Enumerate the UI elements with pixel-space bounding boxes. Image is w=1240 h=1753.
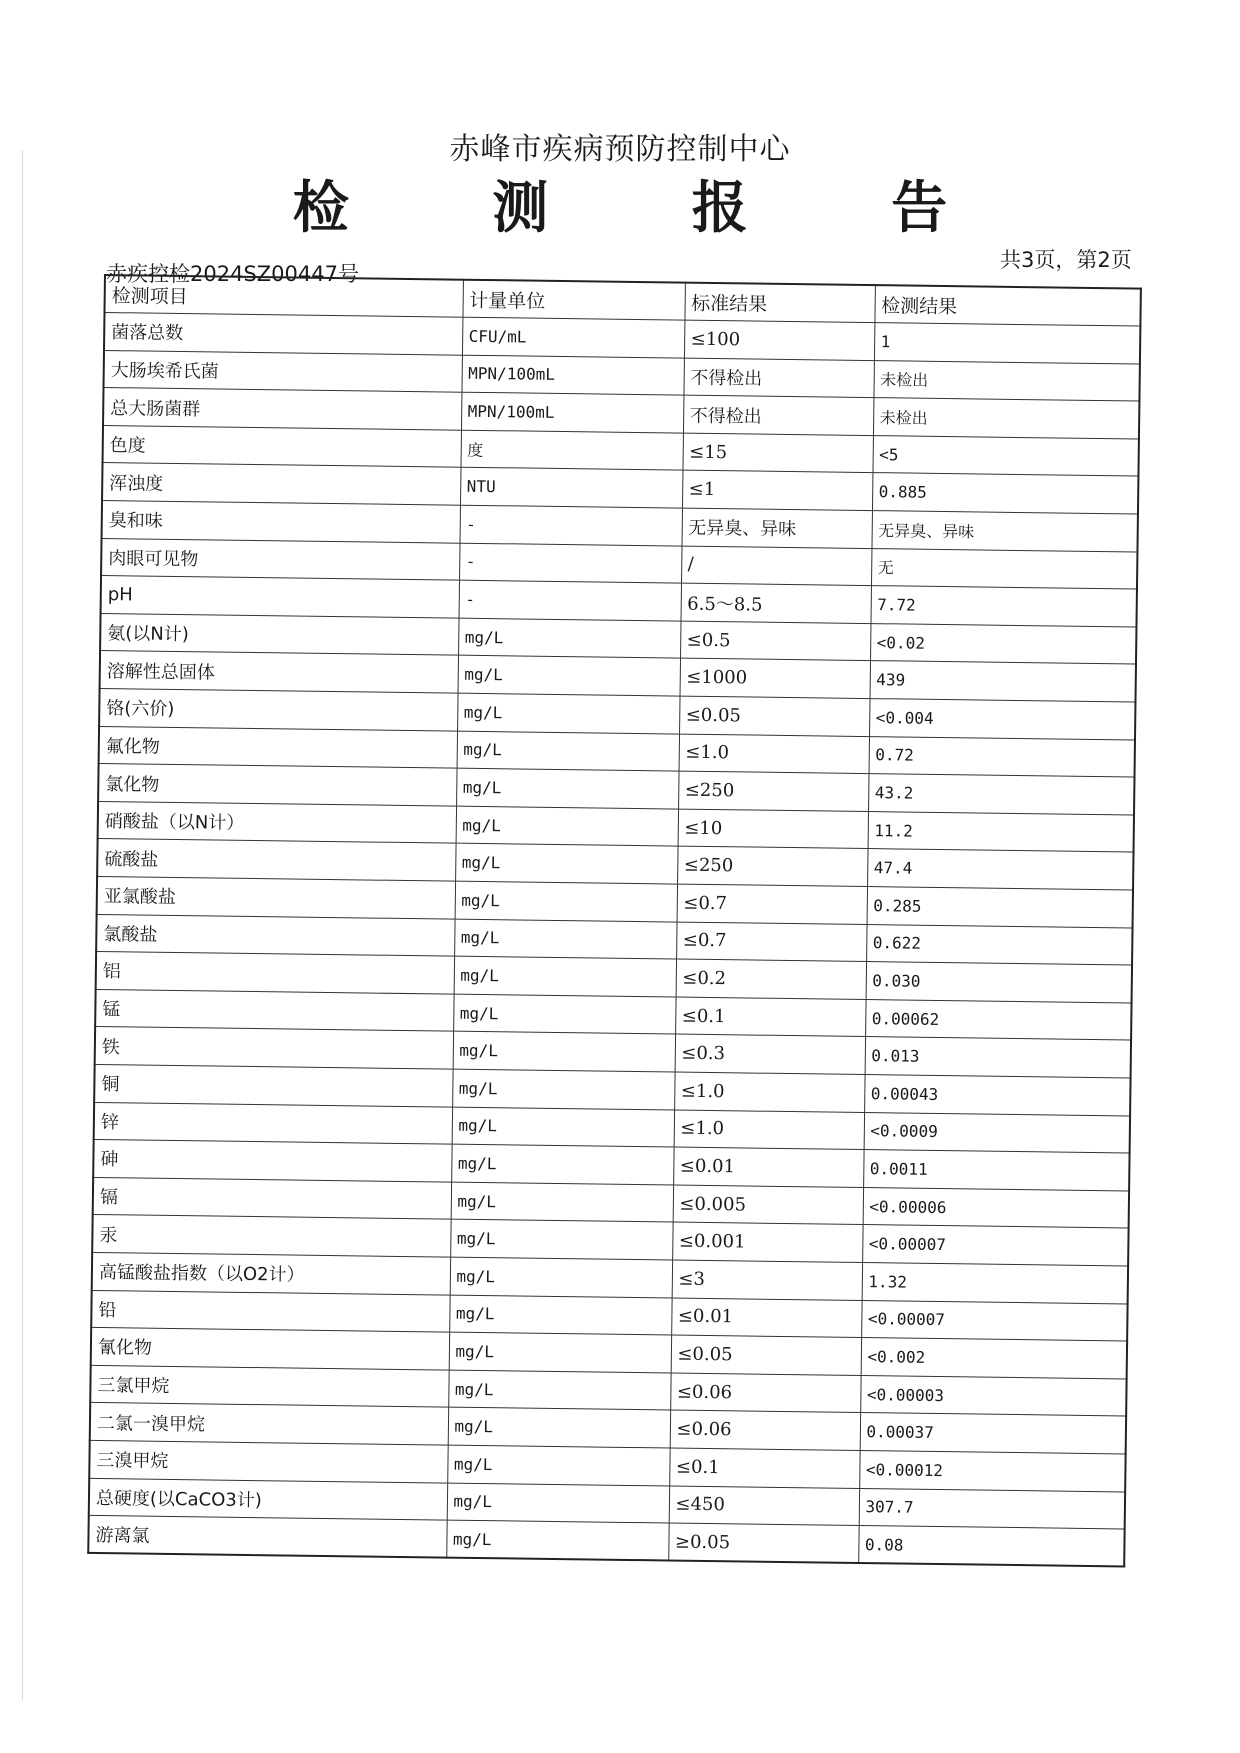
result-cell: 47.4: [867, 849, 1133, 890]
unit-cell: 度: [460, 430, 682, 470]
unit-cell: mg/L: [456, 768, 678, 808]
result-cell: 0.72: [869, 736, 1135, 777]
item-cell: 色度: [103, 425, 461, 467]
result-cell: 无异臭、异味: [871, 511, 1137, 552]
item-cell: 总大肠菌群: [103, 388, 461, 430]
item-cell: 铝: [96, 952, 454, 994]
item-cell: 氨(以N计): [100, 613, 458, 655]
result-cell: <0.00006: [863, 1187, 1129, 1228]
item-cell: 溶解性总固体: [100, 651, 458, 693]
item-cell: 铬(六价): [99, 689, 457, 731]
item-cell: pH: [101, 576, 459, 618]
standard-cell: 不得检出: [683, 358, 873, 398]
unit-cell: -: [459, 543, 681, 583]
standard-cell: ≤0.01: [673, 1147, 863, 1187]
result-cell: 0.285: [867, 887, 1133, 928]
report-number: 赤疾控检2024SZ00447号: [106, 262, 359, 286]
unit-cell: CFU/mL: [462, 317, 684, 357]
result-cell: 0.885: [872, 473, 1138, 514]
unit-cell: mg/L: [448, 1370, 670, 1410]
item-cell: 镉: [93, 1177, 451, 1219]
column-header-standard: 标准结果: [684, 283, 874, 323]
unit-cell: mg/L: [446, 1520, 668, 1560]
unit-cell: mg/L: [451, 1182, 673, 1222]
unit-cell: mg/L: [455, 881, 677, 921]
unit-cell: mg/L: [457, 731, 679, 771]
standard-cell: ≤0.5: [680, 621, 870, 661]
result-cell: 43.2: [868, 774, 1134, 815]
item-cell: 亚氯酸盐: [97, 876, 455, 918]
standard-cell: ≤0.7: [677, 884, 867, 924]
standard-cell: ≤0.1: [675, 997, 865, 1037]
report-title: 检 测 报 告: [292, 176, 1010, 241]
result-cell: <0.02: [870, 623, 1136, 664]
unit-cell: mg/L: [451, 1144, 673, 1184]
column-header-unit: 计量单位: [462, 280, 684, 320]
result-cell: 1.32: [862, 1262, 1128, 1303]
unit-cell: mg/L: [452, 1107, 674, 1147]
item-cell: 三氯甲烷: [90, 1365, 448, 1407]
standard-cell: ≤0.1: [669, 1448, 859, 1488]
item-cell: 硫酸盐: [97, 839, 455, 881]
standard-cell: ≤100: [684, 320, 874, 360]
unit-cell: mg/L: [453, 1032, 675, 1072]
unit-cell: mg/L: [454, 919, 676, 959]
unit-cell: mg/L: [458, 656, 680, 696]
unit-cell: mg/L: [450, 1257, 672, 1297]
result-cell: <0.0009: [864, 1112, 1130, 1153]
result-cell: 未检出: [873, 398, 1139, 439]
result-cell: <0.002: [861, 1338, 1127, 1379]
item-cell: 铜: [94, 1064, 452, 1106]
standard-cell: ≤0.06: [670, 1410, 860, 1450]
standard-cell: 无异臭、异味: [681, 508, 871, 548]
standard-cell: ≤1.0: [679, 734, 869, 774]
result-cell: <0.00007: [861, 1300, 1127, 1341]
standard-cell: ≤0.3: [675, 1034, 865, 1074]
result-cell: 0.622: [866, 924, 1132, 965]
unit-cell: mg/L: [450, 1219, 672, 1259]
unit-cell: mg/L: [453, 994, 675, 1034]
unit-cell: mg/L: [452, 1069, 674, 1109]
result-cell: 439: [870, 661, 1136, 702]
result-cell: 11.2: [868, 811, 1134, 852]
result-cell: 无: [871, 548, 1137, 589]
result-cell: <0.004: [869, 699, 1135, 740]
standard-cell: ≤250: [677, 846, 867, 886]
result-cell: 0.08: [858, 1526, 1124, 1567]
standard-cell: /: [681, 546, 871, 586]
unit-cell: MPN/100mL: [461, 392, 683, 432]
unit-cell: mg/L: [458, 618, 680, 658]
result-cell: 1: [874, 323, 1140, 364]
unit-cell: -: [459, 580, 681, 620]
item-cell: 锌: [94, 1102, 452, 1144]
unit-cell: mg/L: [447, 1483, 669, 1523]
standard-cell: ≤0.005: [673, 1185, 863, 1225]
standard-cell: ≥0.05: [668, 1523, 858, 1563]
result-cell: 未检出: [873, 360, 1139, 401]
item-cell: 氟化物: [99, 726, 457, 768]
unit-cell: mg/L: [448, 1407, 670, 1447]
result-cell: 0.00037: [860, 1413, 1126, 1454]
organization-name: 赤峰市疾病预防控制中心: [449, 132, 791, 167]
column-header-result: 检测结果: [874, 285, 1140, 326]
item-cell: 氰化物: [91, 1328, 449, 1370]
result-cell: <0.00003: [860, 1375, 1126, 1416]
item-cell: 硝酸盐（以N计）: [98, 801, 456, 843]
item-cell: 氯化物: [98, 764, 456, 806]
item-cell: 三溴甲烷: [89, 1440, 447, 1482]
scan-margin-line: [22, 150, 23, 1700]
standard-cell: 6.5～8.5: [681, 583, 871, 623]
results-table: [87, 274, 1142, 1568]
unit-cell: mg/L: [447, 1445, 669, 1485]
standard-cell: ≤0.05: [671, 1335, 861, 1375]
standard-cell: ≤3: [672, 1260, 862, 1300]
item-cell: 砷: [93, 1140, 451, 1182]
item-cell: 汞: [92, 1215, 450, 1257]
item-cell: 菌落总数: [104, 313, 462, 355]
standard-cell: ≤1.0: [674, 1072, 864, 1112]
standard-cell: ≤15: [682, 433, 872, 473]
unit-cell: mg/L: [456, 806, 678, 846]
result-cell: 0.00043: [864, 1074, 1130, 1115]
unit-cell: mg/L: [454, 956, 676, 996]
standard-cell: 不得检出: [683, 395, 873, 435]
standard-cell: ≤1000: [680, 659, 870, 699]
item-cell: 大肠埃希氏菌: [104, 350, 462, 392]
item-cell: 二氯一溴甲烷: [90, 1403, 448, 1445]
result-cell: <0.00012: [859, 1450, 1125, 1491]
result-cell: 0.00062: [865, 999, 1131, 1040]
result-cell: <5: [872, 435, 1138, 476]
item-cell: 游离氯: [88, 1516, 446, 1558]
standard-cell: ≤0.2: [676, 959, 866, 999]
table-body: [88, 313, 1140, 1567]
standard-cell: ≤1.0: [674, 1110, 864, 1150]
item-cell: 锰: [95, 989, 453, 1031]
standard-cell: ≤1: [682, 471, 872, 511]
unit-cell: mg/L: [457, 693, 679, 733]
standard-cell: ≤0.01: [671, 1298, 861, 1338]
result-cell: 307.7: [859, 1488, 1125, 1529]
item-cell: 臭和味: [102, 501, 460, 543]
item-cell: 氯酸盐: [96, 914, 454, 956]
unit-cell: mg/L: [449, 1295, 671, 1335]
unit-cell: mg/L: [455, 844, 677, 884]
standard-cell: ≤10: [678, 809, 868, 849]
item-cell: 高锰酸盐指数（以O2计）: [92, 1252, 450, 1294]
result-cell: 0.030: [866, 962, 1132, 1003]
standard-cell: ≤0.06: [670, 1373, 860, 1413]
unit-cell: NTU: [460, 468, 682, 508]
item-cell: 浑浊度: [102, 463, 460, 505]
item-cell: 肉眼可见物: [101, 538, 459, 580]
result-cell: 0.013: [865, 1037, 1131, 1078]
standard-cell: ≤250: [678, 771, 868, 811]
standard-cell: ≤450: [669, 1486, 859, 1526]
standard-cell: ≤0.7: [676, 922, 866, 962]
result-cell: 0.0011: [863, 1150, 1129, 1191]
standard-cell: ≤0.001: [672, 1222, 862, 1262]
unit-cell: MPN/100mL: [461, 355, 683, 395]
page-info: 共3页，第2页: [1000, 248, 1132, 272]
results-table-container: [87, 274, 1140, 1568]
column-header-item: 检测项目: [104, 275, 462, 317]
unit-cell: -: [460, 505, 682, 545]
item-cell: 铅: [91, 1290, 449, 1332]
result-cell: <0.00007: [862, 1225, 1128, 1266]
unit-cell: mg/L: [449, 1332, 671, 1372]
standard-cell: ≤0.05: [679, 696, 869, 736]
result-cell: 7.72: [870, 586, 1136, 627]
item-cell: 总硬度(以CaCO3计): [89, 1478, 447, 1520]
item-cell: 铁: [95, 1027, 453, 1069]
